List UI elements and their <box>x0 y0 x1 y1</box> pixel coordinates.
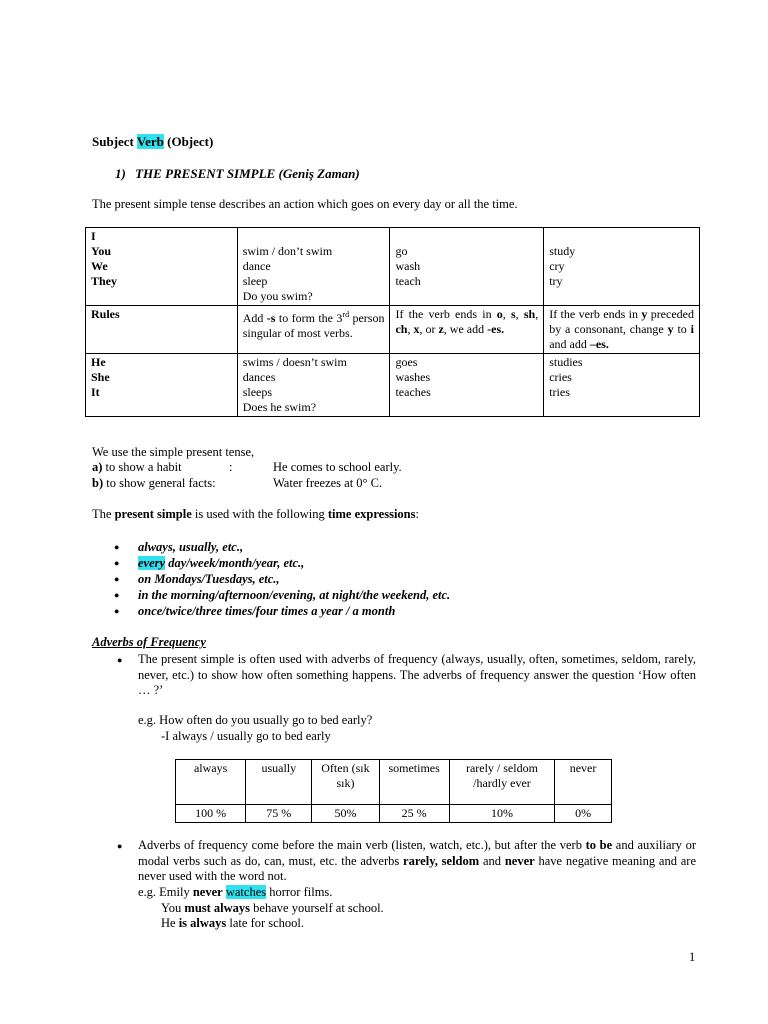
verb-form: try <box>549 274 563 288</box>
table-header: rarely / seldom /hardly ever <box>449 760 554 805</box>
pronoun: She <box>91 370 110 384</box>
syntax-header <box>92 134 213 150</box>
section-number: 1) <box>115 166 126 181</box>
verb-form: go <box>395 244 408 258</box>
verb-form: dance <box>242 259 271 273</box>
verb-forms-cell <box>390 354 544 417</box>
table-header: Often (sık sık) <box>312 760 379 805</box>
time-expressions-intro: The present simple is used with the following time expressions: <box>92 507 419 521</box>
table-header: never <box>555 760 612 805</box>
verb-form: Does he swim? <box>242 400 317 414</box>
verb-conjugation-table <box>85 227 700 417</box>
frequency-table <box>175 759 612 823</box>
pronoun: They <box>91 274 118 288</box>
verb-form: washes <box>395 370 431 384</box>
table-cell: 25 % <box>379 805 449 823</box>
rule-s-cell: Add -s to form the 3rd person singular of most verbs. <box>237 306 390 354</box>
verb-forms-cell <box>237 228 390 306</box>
table-cell: 0% <box>555 805 612 823</box>
usage-b-label: b) <box>92 476 104 490</box>
usage-a-text: to show a habit <box>102 460 182 474</box>
usage-b-example: Water freezes at 0° C. <box>273 476 383 490</box>
verb-forms-cell <box>237 354 390 417</box>
every-highlight: every <box>138 556 166 570</box>
verb-form: sleep <box>242 274 268 288</box>
pronoun: I <box>91 229 96 243</box>
section-subtitle: (Geniş Zaman) <box>278 166 360 181</box>
usage-a <box>92 460 452 476</box>
bullet-icon: ● <box>117 841 123 851</box>
table-header: usually <box>246 760 312 805</box>
usage-a-label: a) <box>92 460 103 474</box>
position-paragraph: Adverbs of frequency come before the main verb (listen, watch, etc.), but after the verb to be and auxiliary or modal verbs such as do, can, must, etc. the adverbs rarely, seldom and never have negative meaning and are never used with the word not. <box>138 838 696 883</box>
table-row <box>176 805 612 823</box>
pronoun: It <box>91 385 100 399</box>
verb-label: Verb <box>136 134 164 149</box>
page-number: 1 <box>689 950 696 964</box>
verb-form: tries <box>549 385 570 399</box>
pronoun: We <box>91 259 108 273</box>
verb-form: teach <box>395 274 421 288</box>
verb-form: cry <box>549 259 565 273</box>
verb-form: sleeps <box>242 385 273 399</box>
table-cell: 50% <box>312 805 379 823</box>
table-cell: 10% <box>449 805 554 823</box>
list-item: ● in the morning/afternoon/evening, at night/the weekend, etc. <box>108 587 608 603</box>
table-row <box>86 306 700 354</box>
adverbs-heading: Adverbs of Frequency <box>92 635 206 649</box>
object-label: (Object) <box>167 134 214 149</box>
table-row <box>86 228 700 306</box>
verb-forms-cell <box>544 228 700 306</box>
pronouns-singular-cell <box>86 354 238 417</box>
table-header: sometimes <box>379 760 449 805</box>
rule-y-cell: If the verb ends in y preceded by a consonant, change y to i and add –es. <box>544 306 700 354</box>
verb-forms-cell <box>544 354 700 417</box>
verb-form: Do you swim? <box>242 289 313 303</box>
watches-highlight: watches <box>225 885 267 899</box>
list-item: ● every day/week/month/year, etc., <box>108 555 608 571</box>
pronoun: You <box>91 244 112 258</box>
verb-form: teaches <box>395 385 431 399</box>
usage-b <box>92 476 452 492</box>
table-cell: 100 % <box>176 805 246 823</box>
verb-form: dances <box>242 370 276 384</box>
list-item: ● always, usually, etc., <box>108 539 608 555</box>
usage-a-colon: : <box>229 460 233 474</box>
intro-text: The present simple tense describes an action which goes on every day or all the time. <box>92 197 518 211</box>
verb-form: goes <box>395 355 418 369</box>
pronouns-plural-cell <box>86 228 238 306</box>
rules-label-cell: Rules <box>86 306 238 354</box>
table-cell: 75 % <box>246 805 312 823</box>
verb-forms-cell <box>390 228 544 306</box>
example-sentence-2: You must always behave yourself at school. <box>161 901 384 915</box>
pronoun: He <box>91 355 106 369</box>
usage-a-example: He comes to school early. <box>273 460 402 474</box>
verb-form: swims / doesn’t swim <box>242 355 347 369</box>
example-sentence-3: He is always late for school. <box>161 916 305 930</box>
verb-form: study <box>549 244 576 258</box>
bullet-icon: ● <box>117 655 123 665</box>
usage-intro: We use the simple present tense, <box>92 445 255 459</box>
verb-form: wash <box>395 259 421 273</box>
verb-form: studies <box>549 355 583 369</box>
adverbs-paragraph: The present simple is often used with adverbs of frequency (always, usually, often, sometimes, seldom, rarely, never, etc.) to show how often something happens. The adverbs of frequency answer the question ‘How often … ?’ <box>138 652 696 697</box>
rule-es-cell: If the verb ends in o, s, sh, ch, x, or z, we add -es. <box>390 306 544 354</box>
list-item: ● on Mondays/Tuesdays, etc., <box>108 571 608 587</box>
verb-form: cries <box>549 370 572 384</box>
example-question: e.g. How often do you usually go to bed early? <box>138 713 373 727</box>
table-row <box>176 760 612 805</box>
table-header: always <box>176 760 246 805</box>
usage-b-text: to show general facts: <box>103 476 216 490</box>
example-answer: -I always / usually go to bed early <box>161 729 331 743</box>
subject-label: Subject <box>92 134 134 149</box>
section-title-text: THE PRESENT SIMPLE <box>135 166 276 181</box>
section-title <box>115 166 360 182</box>
example-sentence-1: e.g. Emily never watches horror films. <box>138 885 333 899</box>
table-row <box>86 354 700 417</box>
verb-form: swim / don’t swim <box>242 244 333 258</box>
list-item: ● once/twice/three times/four times a year / a month <box>108 603 608 619</box>
time-expressions-list <box>108 539 608 619</box>
